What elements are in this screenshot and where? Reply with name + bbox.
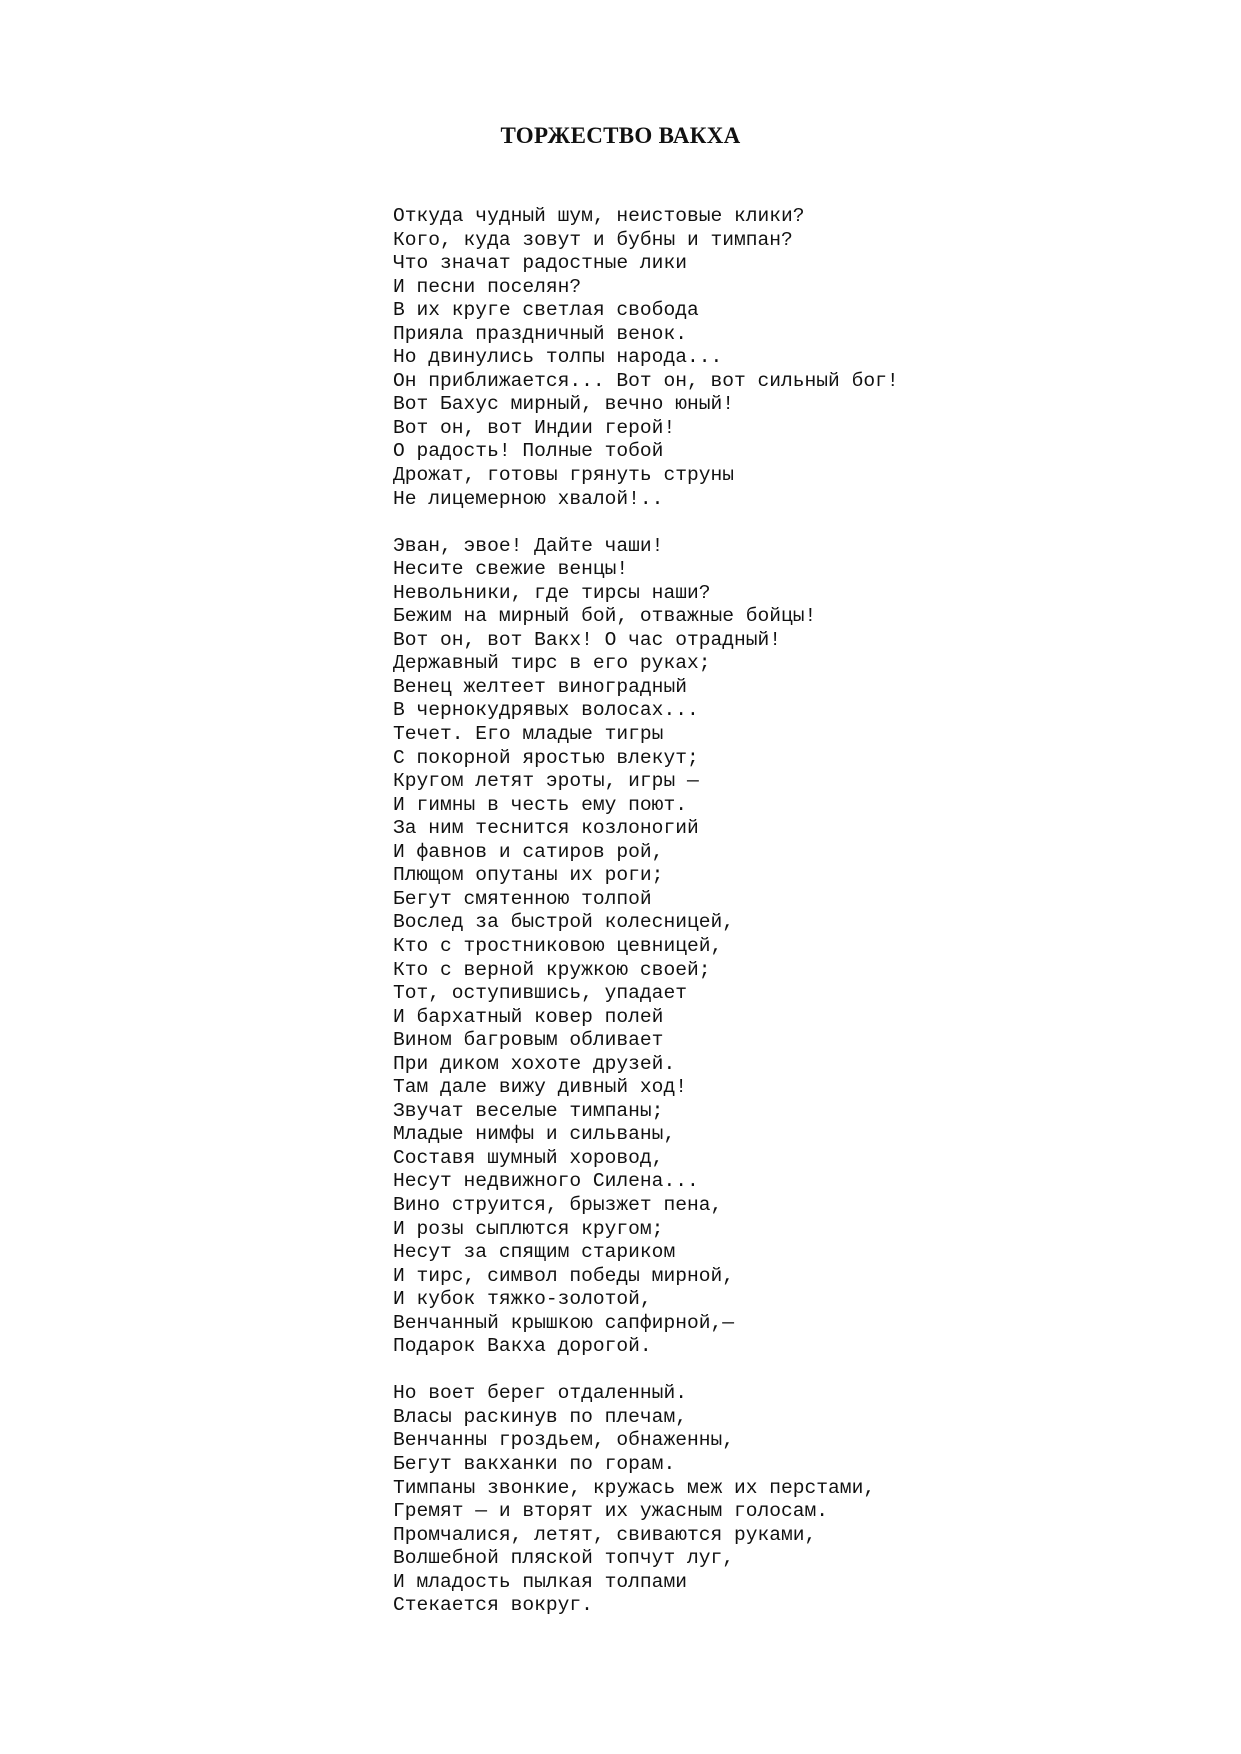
poem-line: За ним теснится козлоногий — [393, 817, 699, 840]
poem-line: Гремят — и вторят их ужасным голосам. — [393, 1500, 829, 1523]
poem-line: Венчанный крышкою сапфирной,— — [393, 1311, 734, 1334]
poem-line: Несут недвижного Силена... — [393, 1170, 699, 1193]
poem-line: Вино струится, брызжет пена, — [393, 1193, 723, 1216]
poem-line: Там дале вижу дивный ход! — [393, 1076, 687, 1099]
poem-stanza — [393, 535, 899, 1359]
poem-line: И песни поселян? — [393, 275, 582, 298]
poem-line: И кубок тяжко-золотой, — [393, 1288, 652, 1311]
poem-line: Вот он, вот Вакх! О час отрадный! — [393, 628, 782, 651]
poem-line: Звучат веселые тимпаны; — [393, 1099, 664, 1122]
poem-line: Власы раскинув по плечам, — [393, 1405, 687, 1428]
poem-line: Откуда чудный шум, неистовые клики? — [393, 205, 805, 227]
poem-line: Дрожат, готовы грянуть струны — [393, 464, 734, 487]
poem-line: Что значат радостные лики — [393, 252, 687, 275]
poem-stanza — [393, 205, 899, 511]
poem-line: Кто с тростниковою цевницей, — [393, 934, 723, 957]
poem-line: Бегут смятенною толпой — [393, 887, 652, 910]
poem-line: И фавнов и сатиров рой, — [393, 840, 664, 863]
poem-line: Вослед за быстрой колесницей, — [393, 911, 734, 934]
poem-line: Эван, эвое! Дайте чаши! — [393, 534, 664, 557]
poem-line: Вином багровым обливает — [393, 1029, 664, 1052]
poem-line: И тирс, символ победы мирной, — [393, 1264, 734, 1287]
poem-line: Стекается вокруг. — [393, 1594, 593, 1617]
poem-line: Младые нимфы и сильваны, — [393, 1123, 676, 1146]
poem-line: Не лицемерною хвалой!.. — [393, 487, 664, 510]
poem-line: Вот Бахус мирный, вечно юный! — [393, 393, 734, 416]
poem-line: Бегут вакханки по горам. — [393, 1452, 676, 1475]
poem-title: ТОРЖЕСТВО ВАКХА — [500, 123, 741, 148]
poem-line: Тимпаны звонкие, кружась меж их перстами, — [393, 1476, 876, 1499]
poem-line: Венчанны гроздьем, обнаженны, — [393, 1429, 734, 1452]
poem-line: Он приближается... Вот он, вот сильный бог! — [393, 369, 899, 392]
poem-body — [393, 205, 899, 1641]
poem-line: Но воет берег отдаленный. — [393, 1382, 687, 1405]
poem-line: Волшебной пляской топчут луг, — [393, 1547, 734, 1570]
poem-line: И гимны в честь ему поют. — [393, 793, 687, 816]
poem-line: Но двинулись толпы народа... — [393, 346, 723, 369]
poem-line: Течет. Его младые тигры — [393, 723, 664, 746]
poem-line: Кто с верной кружкою своей; — [393, 958, 711, 981]
poem-line: С покорной яростью влекут; — [393, 746, 699, 769]
poem-line: В чернокудрявых волосах... — [393, 699, 699, 722]
poem-line: Вот он, вот Индии герой! — [393, 416, 676, 439]
poem-line: Венец желтеет виноградный — [393, 675, 687, 698]
poem-line: Невольники, где тирсы наши? — [393, 581, 711, 604]
poem-line: Несут за спящим стариком — [393, 1241, 676, 1264]
poem-line: Тот, оступившись, упадает — [393, 982, 687, 1005]
poem-stanza — [393, 1382, 899, 1617]
poem-line: И розы сыплются кругом; — [393, 1217, 664, 1240]
poem-line: Бежим на мирный бой, отважные бойцы! — [393, 605, 817, 628]
poem-line: Несите свежие венцы! — [393, 558, 629, 581]
poem-line: И бархатный ковер полей — [393, 1005, 664, 1028]
poem-line: Подарок Вакха дорогой. — [393, 1335, 652, 1358]
poem-line: Промчалися, летят, свиваются руками, — [393, 1523, 817, 1546]
poem-line: Плющом опутаны их роги; — [393, 864, 664, 887]
poem-line: И младость пылкая толпами — [393, 1570, 687, 1593]
poem-line: О радость! Полные тобой — [393, 440, 664, 463]
poem-line: Составя шумный хоровод, — [393, 1146, 664, 1169]
poem-line: При диком хохоте друзей. — [393, 1052, 676, 1075]
poem-line: Прияла праздничный венок. — [393, 322, 687, 345]
poem-line: Кого, куда зовут и бубны и тимпан? — [393, 228, 793, 251]
poem-line: Кругом летят эроты, игры — — [393, 770, 699, 793]
poem-line: Державный тирс в его руках; — [393, 652, 711, 675]
poem-line: В их круге светлая свобода — [393, 299, 699, 322]
